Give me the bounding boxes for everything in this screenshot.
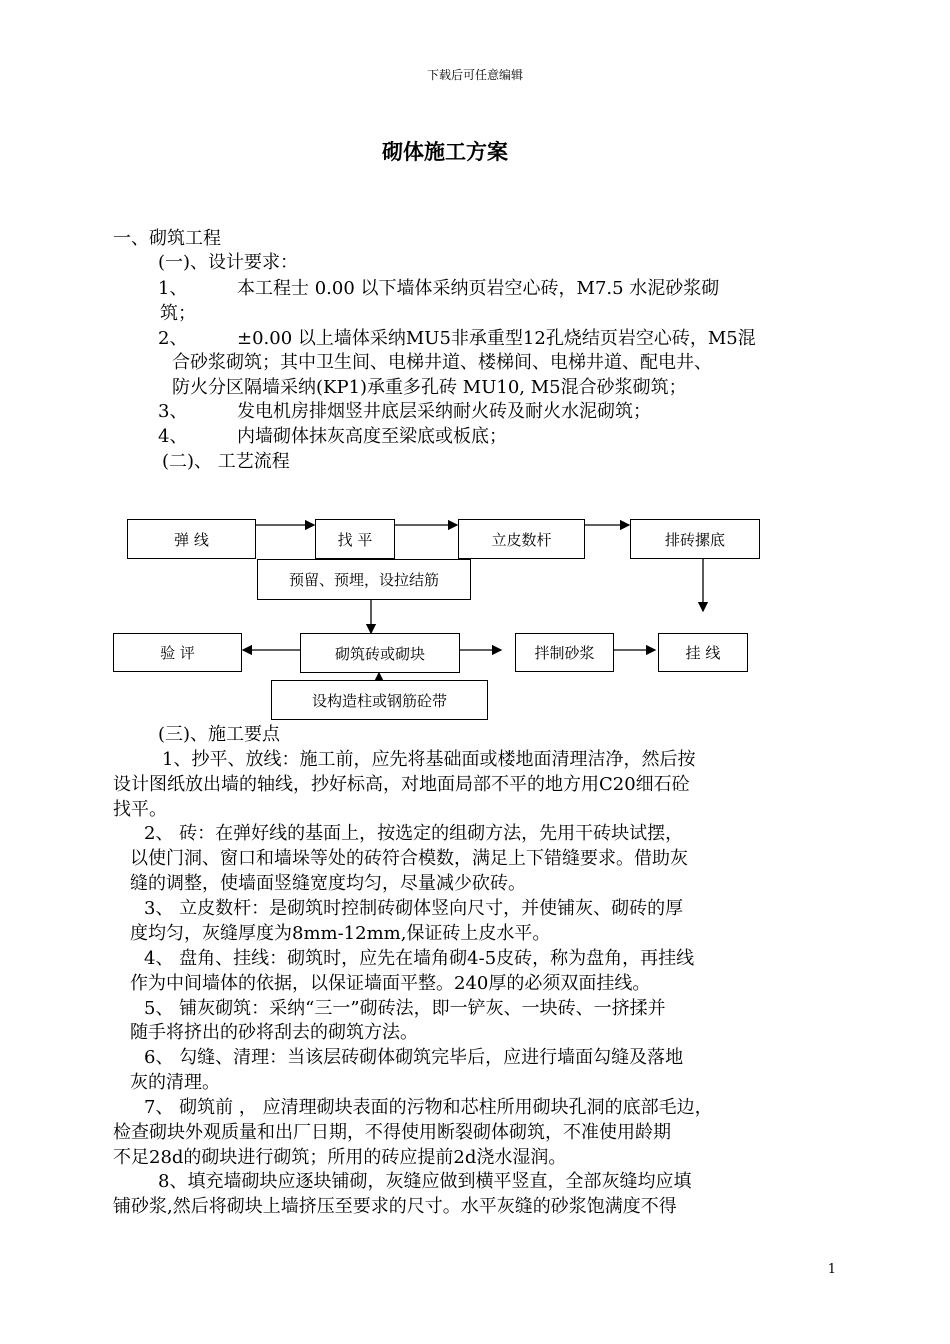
item-num: 4、	[158, 426, 188, 447]
flow-box-label: 立皮数杆	[491, 530, 552, 549]
point-line: 随手将挤出的砂将刮去的砌筑方法。	[130, 1022, 418, 1043]
flow-box-label: 砌筑砖或砌块	[334, 644, 425, 663]
point-line: 检查砌块外观质量和出厂日期，不得使用断裂砌体砌筑，不准使用龄期	[113, 1122, 671, 1143]
item-num: 2、	[158, 328, 188, 349]
item-line: 筑；	[160, 303, 196, 324]
flow-box-label: 挂 线	[685, 644, 721, 662]
item-line: 内墙砌体抹灰高度至梁底或板底；	[237, 426, 507, 447]
flow-box-banzhi	[515, 633, 614, 672]
item-line: 本工程士 0.00 以下墙体采纳页岩空心砖，M7.5 水泥砂浆砌	[237, 278, 720, 299]
flow-box-yanping	[113, 633, 242, 672]
flow-box-qizhu	[300, 633, 460, 673]
flow-box-label: 弹 线	[174, 530, 209, 549]
flow-box-paizhuanbaidi	[630, 519, 760, 559]
flow-box-yuliu	[257, 559, 471, 600]
point-line: 铺砂浆,然后将砌块上墙挤压至要求的尺寸。水平灰缝的砂浆饱满度不得	[113, 1196, 677, 1217]
point-line: 作为中间墙体的依据，以保证墙面平整。240厚的必须双面挂线。	[130, 973, 651, 994]
point-line: 设计图纸放出墙的轴线，抄好标高，对地面局部不平的地方用C20细石砼	[113, 774, 690, 795]
flow-box-zhaoping	[315, 519, 395, 559]
point-line: 3、 立皮数杆：是砌筑时控制砖砌体竖向尺寸，并使铺灰、砌砖的厚	[144, 898, 684, 919]
flow-box-label: 拌制砂浆	[534, 644, 595, 662]
point-line: 4、 盘角、挂线：砌筑时，应先在墙角砌4-5皮砖，称为盘角，再挂线	[144, 948, 695, 969]
point-line: 1、抄平、放线：施工前，应先将基础面或楼地面清理洁净，然后按	[162, 749, 696, 770]
subsection-flow: (二)、 工艺流程	[162, 451, 290, 472]
item-line: ±0.00 以上墙体采纳MU5非承重型12孔烧结页岩空心砖，M5混	[237, 328, 756, 349]
flow-box-label: 预留、预埋，设拉结筋	[288, 571, 439, 589]
item-line: 发电机房排烟竖井底层采纳耐火砖及耐火水泥砌筑；	[237, 401, 651, 422]
point-line: 以使门洞、窗口和墙垛等处的砖符合模数，满足上下错缝要求。借助灰	[130, 848, 688, 869]
flow-box-tanxian	[127, 519, 256, 559]
point-line: 6、 勾缝、清理：当该层砖砌体砌筑完毕后，应进行墙面勾缝及落地	[144, 1047, 684, 1068]
subsection-points: (三)、施工要点	[158, 724, 281, 745]
flow-box-shegouzao	[271, 680, 488, 720]
flow-box-label: 设构造柱或钢筋砼带	[311, 691, 447, 710]
flow-box-label: 排砖摞底	[664, 530, 725, 549]
flow-box-label: 找 平	[337, 530, 373, 549]
point-line: 找平。	[113, 799, 167, 820]
page-number: 1	[827, 1262, 836, 1277]
subsection-design: (一)、设计要求：	[158, 252, 299, 273]
flow-box-guaxian	[658, 633, 748, 672]
point-line: 8、填充墙砌块应逐块铺砌，灰缝应做到横平竖直，全部灰缝均应填	[158, 1171, 692, 1192]
point-line: 不足28d的砌块进行砌筑；所用的砖应提前2d浇水湿润。	[113, 1147, 567, 1168]
point-line: 7、 砌筑前 ， 应清理砌块表面的污物和芯柱所用砌块孔洞的底部毛边，	[144, 1097, 713, 1118]
point-line: 5、 铺灰砌筑：采纳“三一”砌砖法，即一铲灰、一块砖、一挤揉并	[144, 998, 666, 1019]
point-line: 缝的调整，使墙面竖缝宽度均匀，尽量减少砍砖。	[130, 873, 526, 894]
point-line: 灰的清理。	[130, 1072, 220, 1093]
section-heading: 一、砌筑工程	[113, 228, 221, 249]
item-line: 防火分区隔墙采纳(KP1)承重多孔砖 MU10, M5混合砂浆砌筑；	[172, 377, 687, 398]
page-title: 砌体施工方案	[382, 139, 508, 164]
item-num: 1、	[158, 278, 188, 299]
header-note: 下载后可任意编辑	[426, 68, 523, 82]
flow-box-lipishugan	[458, 519, 585, 559]
point-line: 度均匀，灰缝厚度为8mm-12mm,保证砖上皮水平。	[130, 923, 551, 944]
point-line: 2、 砖：在弹好线的基面上，按选定的组砌方法，先用干砖块试摆，	[144, 823, 684, 844]
item-line: 合砂浆砌筑；其中卫生间、电梯井道、楼梯间、电梯井道、配电井、	[172, 352, 712, 373]
flow-box-label: 验 评	[160, 644, 195, 662]
item-num: 3、	[158, 401, 188, 422]
